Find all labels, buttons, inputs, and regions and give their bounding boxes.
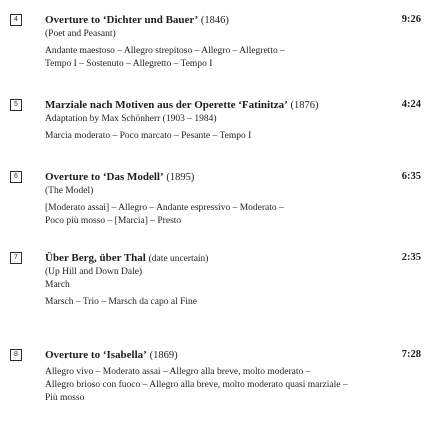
track-title-line: [45, 251, 415, 266]
tempo-line: Marcia moderato – Poco marcato – Pesante – Tempo I: [45, 131, 252, 141]
track-number-badge: 7: [10, 252, 22, 264]
tempo-line: Marsch – Trio – Marsch da capo al Fine: [45, 297, 197, 307]
track-duration: 7:28: [401, 349, 421, 360]
track-title: Overture to ‘Dichter und Bauer’: [45, 14, 199, 26]
track-content: [45, 251, 415, 309]
track-number-badge: 4: [10, 14, 22, 26]
tempo-markings: [45, 366, 425, 405]
track-year: (date uncertain): [148, 254, 209, 264]
track-year: (1895): [166, 172, 195, 183]
track-content: [45, 170, 415, 228]
track-content: [45, 348, 425, 405]
track-number-badge: 8: [10, 349, 22, 361]
tempo-line: Tempo I – Sostenuto – Allegretto – Tempo I: [45, 59, 213, 69]
track-duration: 6:35: [401, 171, 421, 182]
tempo-line: [Moderato assai] – Allegro – Andante espressivo – Moderato –: [45, 203, 284, 213]
track-title-line: [45, 170, 415, 185]
tempo-markings: [45, 45, 415, 71]
track-title-line: [45, 13, 415, 28]
track-year: (1869): [149, 350, 178, 361]
track-duration: 4:24: [401, 99, 421, 110]
tempo-line: Allegro vivo – Moderato assai – Allegro alla breve, molto moderato –: [45, 367, 311, 377]
track-title: Overture to ‘Isabella’: [45, 349, 147, 361]
track-title: Overture to ‘Das Modell’: [45, 171, 164, 183]
track-year: (1876): [290, 100, 319, 111]
tempo-markings: [45, 296, 415, 309]
track-subtitle-genre: March: [45, 280, 70, 290]
track-subtitle: (The Model): [45, 186, 94, 196]
track-number-badge: 5: [10, 99, 22, 111]
track-subtitle: Adaptation by Max Schönherr (1903 – 1984): [45, 114, 217, 124]
track-number-badge: 6: [10, 171, 22, 183]
tempo-line: Allegro brioso con fuoco – Allegro alla breve, molto moderato quasi marziale –: [45, 380, 348, 390]
tempo-line: Andante maestoso – Allegro strepitoso – Allegro – Allegretto –: [45, 46, 285, 56]
track-year: (1846): [200, 15, 229, 26]
track-duration: 2:35: [401, 252, 421, 263]
track-duration: 9:26: [401, 14, 421, 25]
track-content: [45, 13, 415, 71]
track-title: Marziale nach Motiven aus der Operette ‘Fatinitza’: [45, 99, 288, 111]
track-title-line: [45, 98, 415, 113]
tempo-line: Più mosso: [45, 393, 85, 403]
track-title: Über Berg, über Thal: [45, 252, 146, 264]
track-title-line: [45, 348, 425, 363]
track-content: [45, 98, 415, 143]
tempo-markings: [45, 130, 415, 143]
tempo-markings: [45, 202, 415, 228]
track-subtitle: (Poet and Peasant): [45, 29, 116, 39]
tempo-line: Poco più mosso – [Marcia] – Presto: [45, 216, 182, 226]
track-subtitle: (Up Hill and Down Dale): [45, 267, 143, 277]
